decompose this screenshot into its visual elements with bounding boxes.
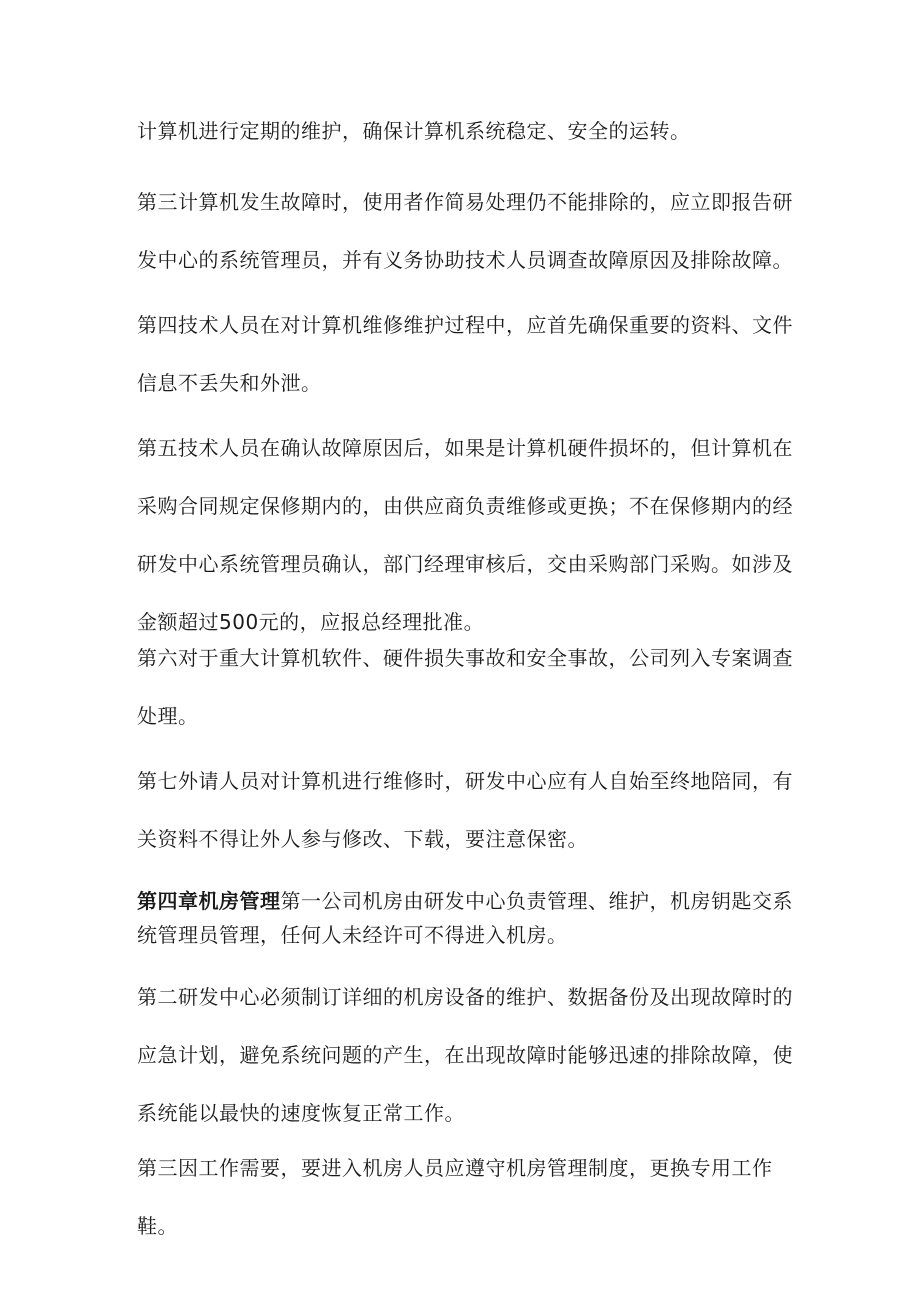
paragraph	[137, 968, 797, 1142]
paragraph-text: 第七外请人员对计算机进行维修时，研发中心应有人自始至终地陪同，有关资料不得让外人参与修改、下载，要注意保密。	[137, 769, 793, 851]
paragraph-text: 第二研发中心必须制订详细的机房设备的维护、数据备份及出现故障时的应急计划，避免系统问题的产生，在出现故障时能够迅速的排除故障，使系统能以最快的速度恢复正常工作。	[137, 985, 793, 1125]
paragraph-text: 第六对于重大计算机软件、硬件损失事故和安全事故，公司列入专案调查处理。	[137, 646, 793, 728]
paragraph	[137, 102, 797, 160]
paragraph-text: 第三因工作需要，要进入机房人员应遵守机房管理制度，更换专用工作鞋。	[137, 1156, 773, 1238]
paragraph	[137, 419, 797, 651]
chapter-paragraph	[137, 884, 797, 952]
paragraph-text: 计算机进行定期的维护，确保计算机系统稳定、安全的运转。	[137, 119, 691, 143]
paragraph	[137, 1139, 797, 1255]
paragraph	[137, 173, 797, 289]
chapter-heading: 第四章机房管理	[137, 889, 281, 913]
paragraph-text: 第四技术人员在对计算机维修维护过程中，应首先确保重要的资料、文件信息不丢失和外泄。	[137, 313, 793, 395]
paragraph-text: 第五技术人员在确认故障原因后，如果是计算机硬件损坏的，但计算机在采购合同规定保修期内的，由供应商负责维修或更换；不在保修期内的经研发中心系统管理员确认，部门经理审核后，交由采购部门采购。如涉及金额超过500元的，应报总经理批准。	[137, 436, 793, 634]
paragraph	[137, 296, 797, 412]
paragraph-text: 第三计算机发生故障时，使用者作简易处理仍不能排除的，应立即报告研发中心的系统管理员，并有义务协助技术人员调查故障原因及排除故障。	[137, 190, 793, 272]
paragraph	[137, 629, 797, 745]
paragraph-text: 第一公司机房由研发中心负责管理、维护，机房钥匙交系统管理员管理，任何人未经许可不得进入机房。	[137, 889, 793, 947]
paragraph	[137, 752, 797, 868]
